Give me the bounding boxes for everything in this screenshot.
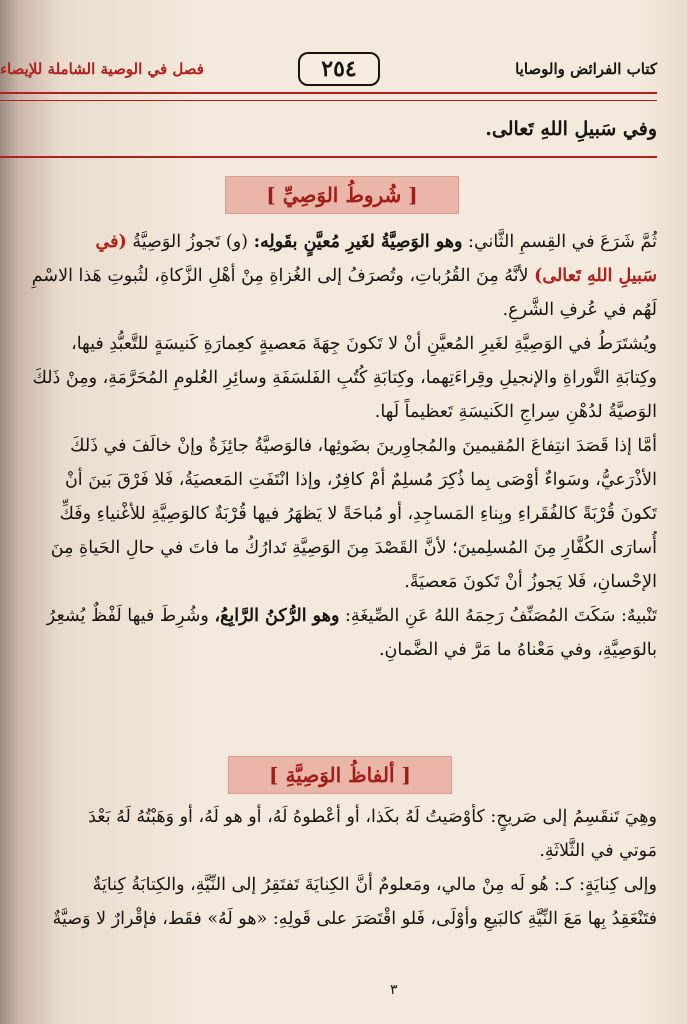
text-line: لَهُم في عُرفِ الشَّرعِ. <box>502 300 657 320</box>
footnote-rule <box>0 156 657 158</box>
section-heading: [ ألفاظُ الوَصِيَّةِ ] <box>228 756 452 794</box>
text-line: وهِيَ تَنقَسِمُ إلى صَريحٍ: كأوْصَيتُ لَهُ بكَذا، أو أعْطوهُ لَهُ، أو هو لَهُ، أو وَهَبْتُهُ لَهُ بَعْدَ <box>88 807 657 827</box>
text-line: وإلى كِنايَةٍ: كـ: هُو لَه مِنْ مالي، ومَعلومٌ أنَّ الكِنايَةَ تَفتَقِرُ إلى النِّيَّةِ، والكِتابَةُ كِنايَةٌ <box>92 875 657 895</box>
page-mark: ٣ <box>390 982 398 998</box>
text-line: فتَنْعَقِدُ بِها مَعَ النِّيَّةِ كالبَيعِ وأوْلَى، فَلو اقْتَصَرَ على قَولِهِ: «هو لَهُ» فقَط، فإقْرارٌ لا وَصيَّةٌ <box>52 909 657 929</box>
text-line: بالوَصِيَّةِ، وفي مَعْناهُ ما مَرَّ في الضَّمانِ. <box>378 640 657 660</box>
text-line: ثُمَّ شَرَعَ في القِسمِ الثَّاني: وهو الوَصِيَّةُ لغَيرِ مُعيَّنٍ بقَولِه: (و) تَجوزُ الوَصِيَّةُ (في <box>95 232 657 252</box>
text-line: تَنْبيهٌ: سَكَتَ المُصَنِّفُ رَحِمَهُ اللهُ عَنِ الصِّيغَةِ: وهو الرُّكنُ الرَّابِعُ، وشُرِطَ فيها لَفْظٌ يُشعِرُ <box>46 606 657 626</box>
page-number: ٢٥٤ <box>298 52 380 86</box>
text-line: الوَصيَّةُ لدُهْنِ سِراجِ الكَنيسَةِ تَعظيماً لَها. <box>374 402 657 422</box>
text-line: أمَّا إذا قَصَدَ انتِفاعَ المُقيمينَ والمُجاوِرينَ بضَوئِها، فالوَصيَّةُ جائِزَةٌ وإنْ خالَفَ في ذَلكَ <box>70 436 657 456</box>
section-heading: [ شُروطُ الوَصِيِّ ] <box>225 176 459 214</box>
text-line: ويُشتَرَطُ في الوَصِيَّةِ لغَيرِ المُعيَّنِ أنْ لا تَكونَ جِهَةَ مَعصيةٍ كعِمارَةِ كَنيسَةٍ للتَّعبُّدِ فيها، <box>71 334 657 354</box>
chapter-title: فصل في الوصية الشاملة للإيصاء <box>0 60 204 78</box>
header-rule <box>0 92 657 101</box>
text-line: مَوتي في الثَّلاثَةِ. <box>539 841 657 861</box>
text-line: سَبيلِ اللهِ تَعالى) لأنَّهُ مِنَ القُرُباتِ، وتُصرَفُ إلى الغُزاةِ مِنْ أهْلِ الزَّكاةِ، لثُبوتِ هَذا الاسْمِ <box>31 266 657 286</box>
text-line: أُسارَى الكُفَّارِ مِنَ المُسلِمينَ؛ لأنَّ القَصْدَ مِنَ الوَصِيَّةِ تَدارُكُ ما فاتَ في حالِ الحَياةِ مِنَ <box>50 538 657 558</box>
text-line: الإحْسانِ، فَلا يَجوزُ أنْ تَكونَ مَعصيَةً. <box>404 572 657 592</box>
text-line: الأذْرَعيُّ، وسَواءٌ أوْصَى بِما ذُكِرَ مُسلِمٌ أمْ كافِرٌ، وإذا انْتَفَتِ المَعصيَةُ، فَلا فَرْقَ بَينَ أنْ <box>64 470 657 490</box>
section-body <box>0 800 657 936</box>
book-title: كتاب الفرائض والوصايا <box>515 60 657 78</box>
text-line: تَكونَ قُرْبَةً كالفُقَراءِ وبِناءِ المَساجِدِ، أو مُباحَةً لا يَظهَرُ فيها قُرْبَةٌ كالوَصِيَّةِ للأغْنياءِ وفَكِّ <box>59 504 657 524</box>
text-line: وكِتابَةِ التَّوراةِ والإنجيلِ وقِراءَتِهما، وكِتابَةِ كُتُبِ الفَلسَفَةِ وسائِرِ العُلومِ المُحَرَّمَةِ، ومِنْ ذَلكَ <box>32 368 657 388</box>
page-header <box>0 50 687 90</box>
section-body <box>0 225 657 667</box>
intro-line: وفي سَبيلِ اللهِ تَعالى. <box>485 118 657 140</box>
